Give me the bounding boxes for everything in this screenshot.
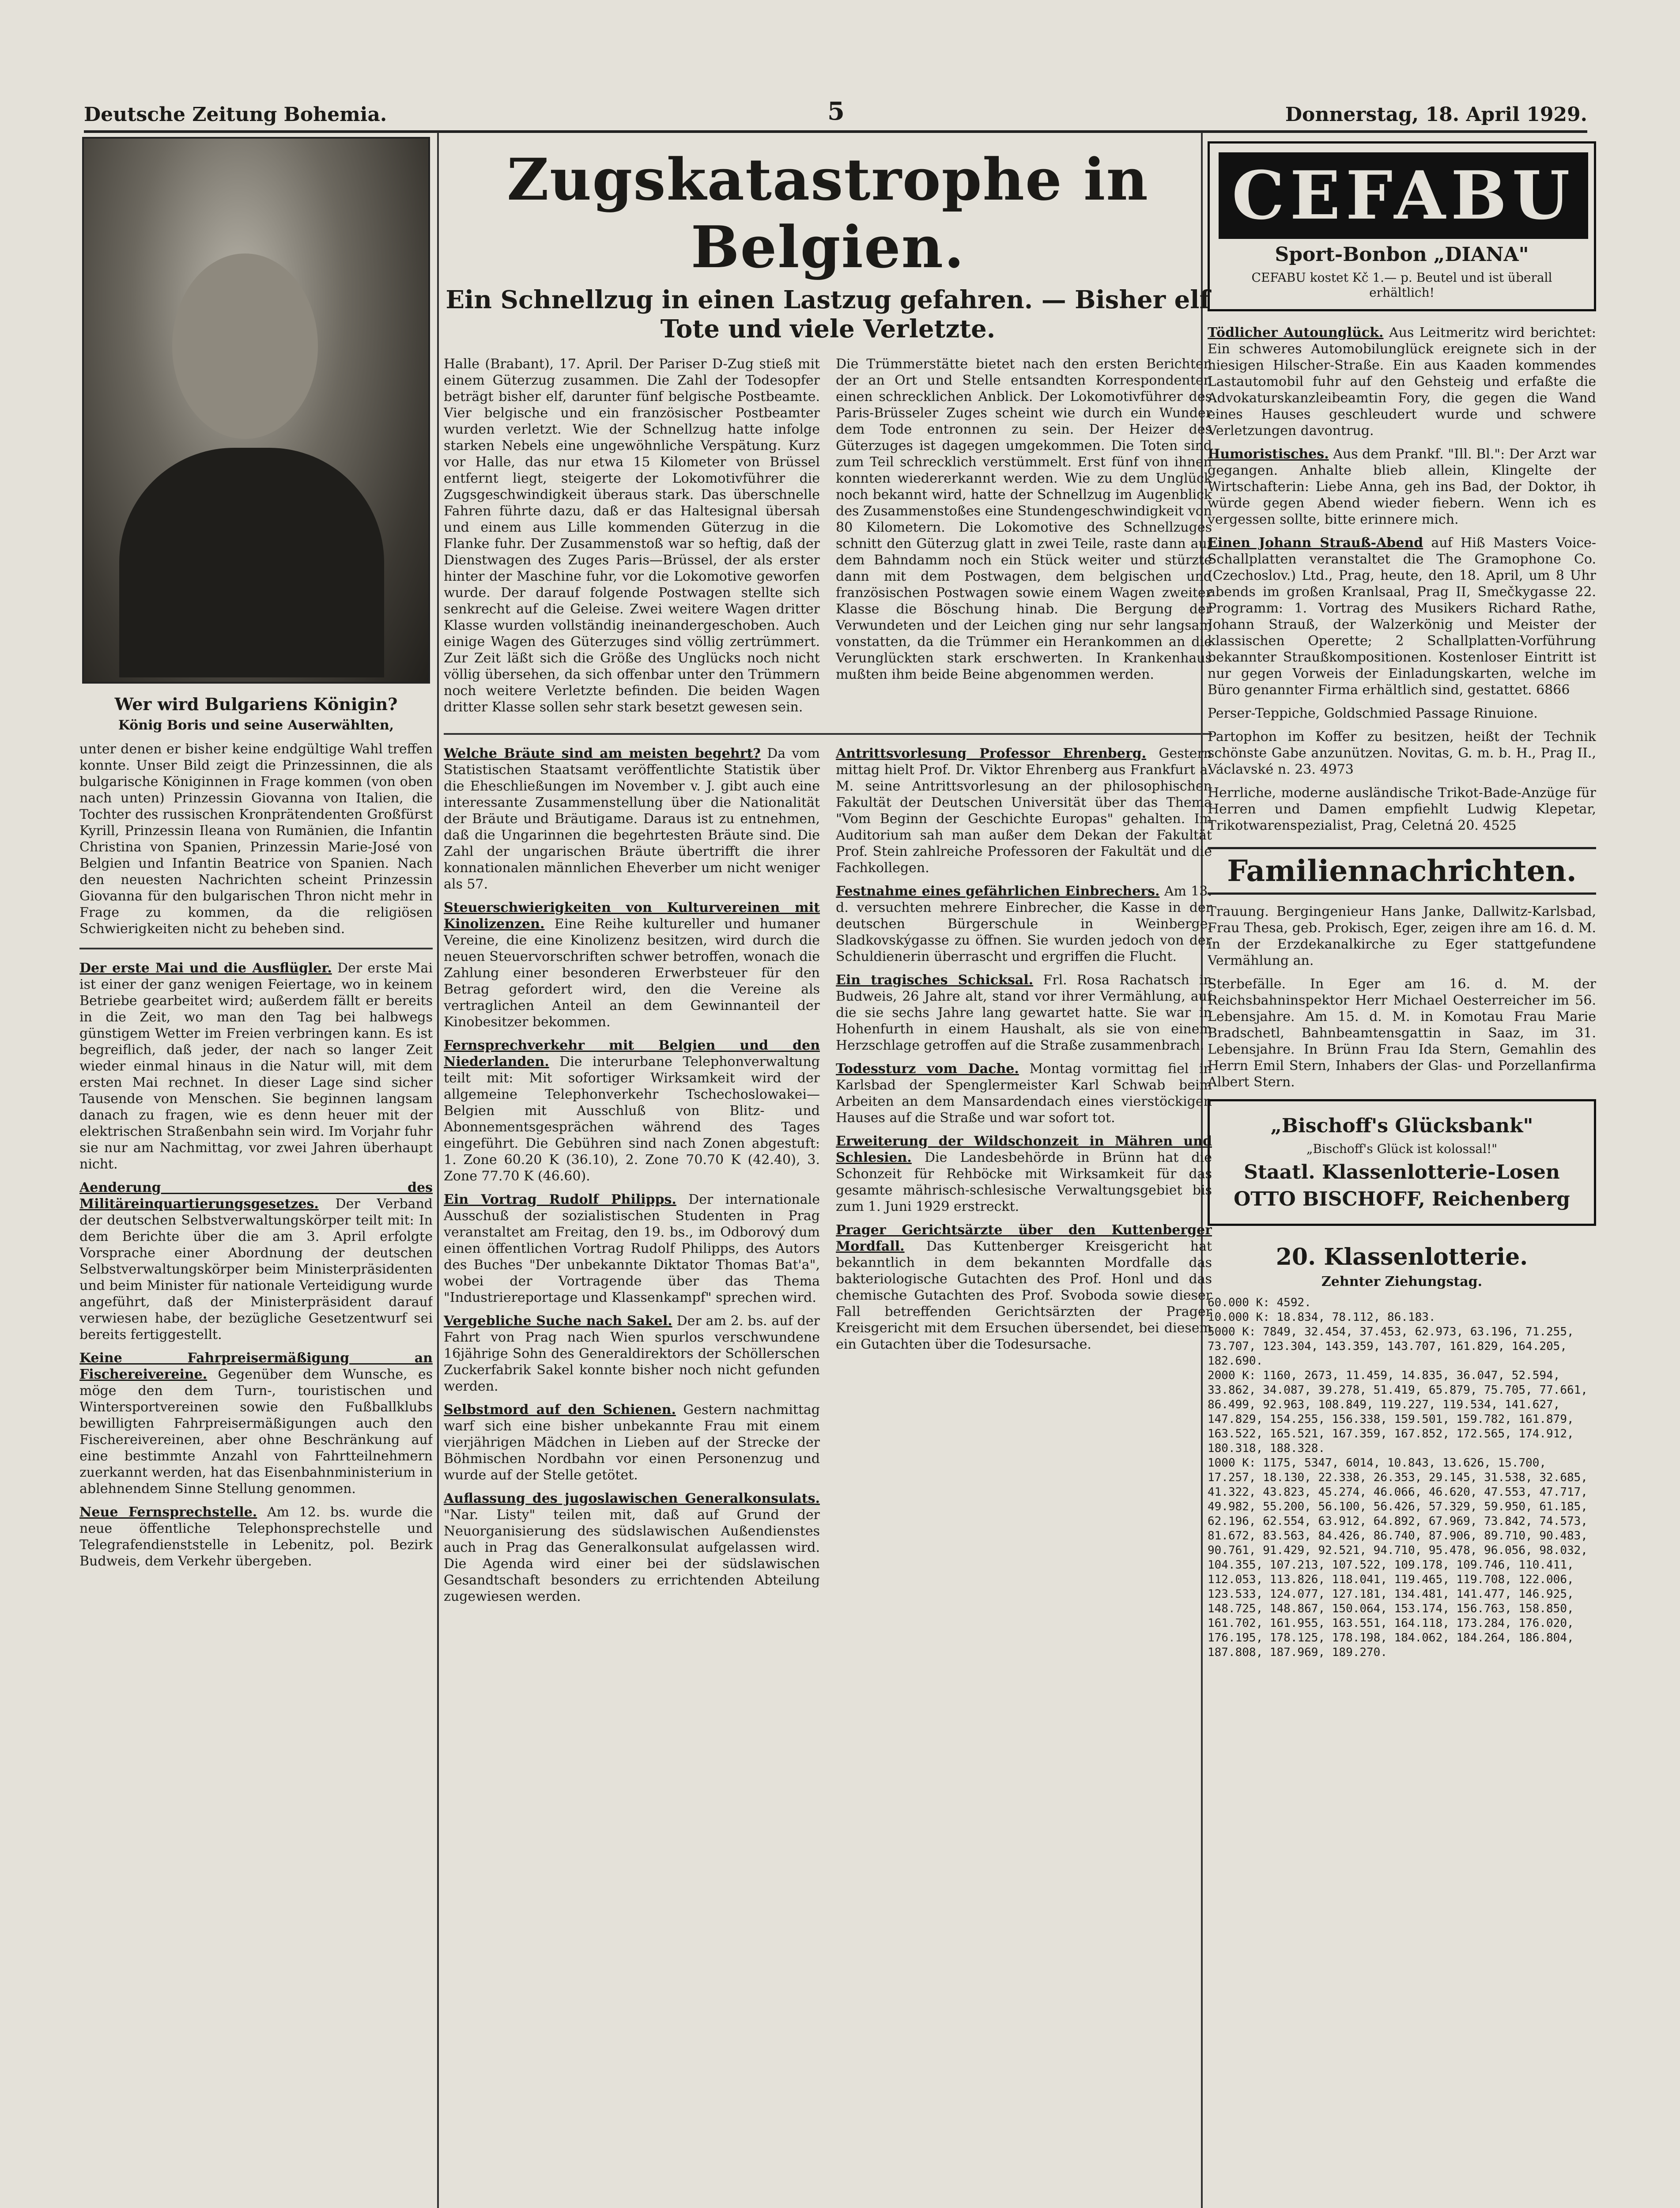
notice-strauss-head: Einen Johann Strauß-Abend <box>1208 535 1423 551</box>
article-suche-body: Der am 2. bs. auf der Fahrt von Prag nach Wien spurlos verschwundene 16jährige Sohn des Generaldirektors der Schöllerschen Zuckerfabrik Sakel konnte bisher noch nicht gefunden werden. <box>444 1313 820 1394</box>
masthead <box>84 86 1587 133</box>
cefabu-product-line: Sport-Bonbon „DIANA" <box>1275 243 1529 266</box>
article-gerichtsaerzte-body: Das Kuttenberger Kreisgericht hat bekanntlich in dem bekannten Mordfalle das bakteriologische Gutachten des Prof. Honl und das chemische Gutachten des Prof. Svoboda sowie dieser Fall betreffenden Gerichtsärzten der Prager Kreisgericht mit dem Ersuchen übersendet, bei diesem ein Gutachten über die Todesursache. <box>836 1239 1212 1352</box>
bischoff-lottery: Staatl. Klassenlotterie-Losen <box>1244 1161 1560 1183</box>
lead-article-part-a: Halle (Brabant), 17. April. Der Pariser D-Zug stieß mit einem Güterzug zusammen. Die Zahl der Todesopfer beträgt bisher elf, darunter fünf belgische Postbeamte. Vier belgische und ein französischer Postbeamter wurden verletzt. Wie der Schnellzug hatte infolge starken Nebels eine ungewöhnliche Verspätung. Kurz vor Halle, das nur etwa 15 Kilometer von Brüssel entfernt liegt, steigerte der Lokomotivführer die Zugsgeschwindigkeit überaus stark. Das überschnelle Fahren führte dazu, daß er das Haltesignal übersah und einem aus Lille kommenden Güterzug in die Flanke fuhr. Der Zusammenstoß war so heftig, daß der Dienstwagen des Zuges Paris—Brüssel, der als erster hinter der Maschine fuhr, vor die Lokomotive geworfen wurde. Der darauf folgende Postwagen stellte sich senkrecht auf die Geleise. Zwei weitere Wagen dritter Klasse wurden vollständig ineinandergeschoben. Auch einige Wagen des Güterzuges sind völlig zertrümmert. Zur Zeit läßt sich die Größe des Unglücks noch nicht völlig übersehen, da sich offenbar unter den Trümmern noch weitere Verletzte befinden. Die beiden Wagen dritter Klasse sollen sehr stark besetzt gewesen sein. <box>444 356 820 715</box>
article-gerichtsaerzte <box>836 1222 1212 1353</box>
article-fernsprechstelle-head: Neue Fernsprechstelle. <box>79 1505 257 1520</box>
article-ehrenberg-body: Gestern mittag hielt Prof. Dr. Viktor Ehrenberg aus Frankfurt a. M. seine Antrittsvorlesung an der philosophischen Fakultät der Deutschen Universität über das Thema "Vom Beginn der Geschichte Europas" gehalten. Im Auditorium sah man außer dem Dekan der Fakultät Prof. Stein zahlreiche Professoren der Fakultät und die Fachkollegen. <box>836 746 1212 876</box>
column-right <box>1208 132 1596 2208</box>
photo-caption-title: Wer wird Bulgariens Königin? <box>114 694 398 714</box>
family-deaths: Sterbefälle. In Eger am 16. d. M. der Reichsbahninspektor Herr Michael Oesterreicher im 56. Lebensjahre. Am 15. d. M. in Komotau Frau Marie Bradschetl, Bahnbeamtensgattin in Saaz, im 31. Lebensjahre. In Brünn Frau Ida Stern, Gemahlin des Herrn Emil Stern, Inhabers der Glas- und Porzellanfirma Albert Stern. <box>1208 976 1596 1090</box>
notice-partophon <box>1208 729 1596 778</box>
lottery-row: 10.000 K: 18.834, 78.112, 86.183. <box>1208 1311 1436 1324</box>
article-selbstmord-body: Gestern nachmittag warf sich eine bisher unbekannte Frau mit einem vierjährigen Mädchen in Lieben auf der Strecke der Böhmischen Nordbahn vor einen Personenzug und wurde auf der Stelle getötet. <box>444 1402 820 1483</box>
article-ehrenberg-head: Antrittsvorlesung Professor Ehrenberg. <box>836 746 1147 761</box>
article-militaer <box>79 1180 433 1343</box>
article-wildschonzeit <box>836 1133 1212 1215</box>
family-news-heading: Familiennachrichten. <box>1208 847 1596 895</box>
article-fernsprech-head: Fernsprechverkehr mit Belgien und den Niederlanden. <box>444 1038 820 1070</box>
article-todessturz-body: Montag vormittag fiel in Karlsbad der Spenglermeister Karl Schwab beim Arbeiten an dem Mansardendach eines vierstöckigen Hauses auf die Straße und war sofort tot. <box>836 1061 1212 1126</box>
article-autounglueck-head: Tödlicher Autounglück. <box>1208 325 1384 340</box>
article-mai-head: Der erste Mai und die Ausflügler. <box>79 960 332 976</box>
article-humor-head: Humoristisches. <box>1208 446 1329 462</box>
photo-figure-face <box>172 253 318 439</box>
article-auflassung-body: "Nar. Listy" teilen mit, daß auf Grund der Neuorganisierung des südslawischen Außendienstes auch in Prag das Generalkonsulat aufgelassen wird. Die Agenda wird einer bei der südslawischen Gesandtschaft besonders zu errichtenden Abteilung zugewiesen werden. <box>444 1507 820 1604</box>
article-schicksal-head: Ein tragisches Schicksal. <box>836 972 1034 988</box>
bischoff-company: OTTO BISCHOFF, Reichenberg <box>1234 1188 1570 1210</box>
lead-article-part-b: Die Trümmerstätte bietet nach den ersten Berichten der an Ort und Stelle entsandten Korrespondenten einen schrecklichen Anblick. Der Lokomotivführer des Paris-Brüsseler Zuges scheint wie durch ein Wunder dem Tode entronnen zu sein. Der Heizer des Güterzuges ist dagegen umgekommen. Die Toten sind zum Teil schrecklich verstümmelt. Erst fünf von ihnen konnten wiedererkannt werden. Wie zu dem Unglück noch bekannt wird, hatte der Schnellzug im Augenblick des Zusammenstoßes eine Stundengeschwindigkeit von 80 Kilometern. Die Lokomotive des Schnellzuges schnitt den Güterzug glatt in zwei Teile, raste dann auf dem Bahndamm noch ein Stück weiter und stürzte dann mit dem Postwagen, dem belgischen und französischen Postwagen sowie einem Wagen zweiter Klasse die Böschung hinab. Die Bergung der Verwundeten und der Leichen ging nur sehr langsam vonstatten, da die Trümmer ein Herankommen an die Verunglückten stark erschwerten. In Krankenhaus mußten ihm beide Beine abgenommen werden. <box>836 356 1212 682</box>
article-schicksal <box>836 972 1212 1054</box>
notice-partophon-number: 4973 <box>1320 762 1354 777</box>
article-fernsprech <box>444 1037 820 1184</box>
divider <box>444 733 1212 735</box>
notice-partophon-text: Partophon im Koffer zu besitzen, heißt der Technik schönste Gabe anzunützen. Novitas, G. m. b. H., Prag II., Václavské n. 23. <box>1208 729 1596 777</box>
royal-portrait-photo <box>82 137 430 684</box>
article-steuer-body: Eine Reihe kultureller und humaner Vereine, die eine Kinolizenz besitzen, wird durch die neuen Steuervorschriften schwer betroffen, wonach die Zahlung einer besonderen Erwerbsteuer für den Betrag gefordert wird, den die Vereine als vertraglichen Anteil an dem Gewinnanteil der Kinobesitzer bekommen. <box>444 916 820 1030</box>
article-steuer-head: Steuerschwierigkeiten von Kulturvereinen mit Kinolizenzen. <box>444 900 820 932</box>
article-mai <box>79 960 433 1172</box>
masthead-date: Donnerstag, 18. April 1929. <box>1285 103 1587 126</box>
article-humor-body: Aus dem Prankf. "Ill. Bl.": Der Arzt war gegangen. Anhalte blieb allein, Klingelte der Wirtschafterin: Liebe Anna, geh ins Bad, der Doktor, ih würde gegen Abend wieder fiebern. Wenn ich es vergessen sollte, bitte erinnere mich. <box>1208 446 1596 527</box>
headline: Zugskatastrophe in Belgien. <box>507 146 1149 281</box>
article-vortrag-head: Ein Vortrag Rudolf Philipps. <box>444 1192 676 1207</box>
article-fahrpreis-head: Keine Fahrpreisermäßigung an Fischereivereine. <box>79 1350 433 1382</box>
column-left <box>79 132 433 2208</box>
article-suche <box>444 1313 820 1395</box>
notice-strauss <box>1208 535 1596 698</box>
article-selbstmord-head: Selbstmord auf den Schienen. <box>444 1402 676 1418</box>
article-auflassung <box>444 1490 820 1605</box>
notice-trikot <box>1208 785 1596 834</box>
news-briefs <box>444 745 1212 1612</box>
article-fernsprechstelle-body: Am 12. bs. wurde die neue öffentliche Telephonsprechstelle und Telegrafendienststelle in Lebenitz, pol. Bezirk Budweis, dem Verkehr übergeben. <box>79 1505 433 1569</box>
article-suche-head: Vergebliche Suche nach Sakel. <box>444 1313 672 1329</box>
article-braeute <box>444 745 820 892</box>
masthead-page-number: 5 <box>827 97 845 126</box>
lead-article <box>444 356 1212 722</box>
article-wildschonzeit-head: Erweiterung der Wildschonzeit in Mähren und Schlesien. <box>836 1134 1212 1165</box>
photo-caption-body: unter denen er bisher keine endgültige Wahl treffen konnte. Unser Bild zeigt die Prinzessinnen, die als bulgarische Königinnen in Frage kommen (von oben nach unten) Prinzessin Giovanna von Italien, die Tochter des russischen Kronprätendenten Großfürst Kyrill, Prinzessin Ileana von Rumänien, die Infantin Christina von Spanien, Prinzessin Marie-José von Belgien und Infantin Beatrice von Spanien. Nach den neuesten Nachrichten scheint Prinzessin Giovanna für den bulgarischen Thron nicht mehr in Frage zu kommen, da die religiösen Schwierigkeiten nicht zu beheben sind. <box>79 741 433 937</box>
column-rule-1 <box>437 132 439 2208</box>
article-braeute-head: Welche Bräute sind am meisten begehrt? <box>444 746 761 761</box>
article-einbrecher <box>836 883 1212 965</box>
article-fernsprech-body: Die interurbane Telephonverwaltung teilt mit: Mit sofortiger Wirksamkeit wird der allgemeine Telephonverkehr Tschechoslowakei—Belgien mit Ausschluß von Blitz- und Abonnementsgesprächen während des Tages eingeführt. Die Gebühren sind nach Zonen abgestuft: 1. Zone 60.20 K (36.10), 2. Zone 70.70 K (42.40), 3. Zone 77.70 K (46.60). <box>444 1054 820 1184</box>
bischoff-name: „Bischoff's Glücksbank" <box>1270 1115 1533 1137</box>
article-mai-body: Der erste Mai ist einer der ganz wenigen Feiertage, wo in keinem Betriebe gearbeitet wird; außerdem fällt er bereits in die Zeit, wo man den Tag bei halbwegs günstigem Wetter im Freien verbringen kann. Es ist begreiflich, daß jeder, der nach so langer Zeit wieder einmal hinaus in die Natur will, mit dem ersten Mai rechnet. In dieser Lage sind sicher Tausende von Menschen. Sie beginnen langsam danach zu fragen, wie es denn heuer mit der elektrischen Straßenbahn sein wird. Im Vorjahr fuhr sie nur am Nachmittag, vor zwei Jahren überhaupt nicht. <box>79 960 433 1172</box>
family-wedding: Trauung. Bergingenieur Hans Janke, Dallwitz-Karlsbad, Frau Thesa, geb. Prokisch, Eger, zeigen ihre am 16. d. M. in der Erzdekanalkirche zu Eger stattgefundene Vermählung an. <box>1208 904 1596 968</box>
lottery-row: 1000 K: 1175, 5347, 6014, 10.843, 13.626, 15.700, 17.257, 18.130, 22.338, 26.353, 29.145, 31.538, 32.685, 41.322, 43.823, 45.274, 46.066, 46.620, 47.553, 47.717, 49.982, 55.200, 56.100, 56.426, 57.329, 59.950, 61.185, 62.196, 62.554, 63.912, 64.892, 67.969, 73.842, 74.573, 81.672, 83.563, 84.426, 86.740, 87.906, 89.710, 90.483, 90.761, 91.429, 92.521, 94.710, 95.478, 96.056, 98.032, 104.355, 107.213, 107.522, 109.178, 109.746, 110.411, 112.053, 113.826, 118.041, 119.465, 119.708, 122.006, 123.533, 124.077, 127.181, 134.481, 141.477, 146.925, 148.725, 148.867, 150.064, 153.174, 156.763, 158.850, 161.702, 161.955, 163.551, 164.118, 173.284, 176.020, 176.195, 178.125, 178.198, 184.062, 184.264, 186.804, 187.808, 187.969, 189.270. <box>1208 1456 1588 1659</box>
masthead-paper-name: Deutsche Zeitung Bohemia. <box>84 103 387 126</box>
article-vortrag <box>444 1191 820 1306</box>
article-steuer <box>444 900 820 1030</box>
article-autounglueck-body: Aus Leitmeritz wird berichtet: Ein schweres Automobilunglück ereignete sich in der hiesigen Hilscher-Straße. Ein aus Kaaden kommendes Lastautomobil fuhr auf den Gehsteig und erfaßte die Advokaturskanzleibeamtin Fory, die gegen die Wand eines Hauses geschleudert wurde und schwere Verletzungen davontrug. <box>1208 325 1596 439</box>
notice-strauss-body: auf Hiß Masters Voice-Schallplatten veranstaltet die The Gramophone Co. (Czechoslov.) Ltd., Prag, heute, den 18. April, um 8 Uhr abends im großen Kranlsaal, Prag II, Smečkygasse 22. Programm: 1. Vortrag des Musikers Richard Rathe, Johann Strauß, der Walzerkönig und Meister der klassischen Operette; 2 Schallplatten-Vorführung bekannter Straußkompositionen. Kostenloser Eintritt ist nur gegen Vorweis der Einladungskarten, welche im Büro genannter Firma erhältlich sind, gestattet. <box>1208 535 1596 698</box>
article-fernsprechstelle <box>79 1504 433 1569</box>
lottery-results <box>1208 1296 1596 1660</box>
lottery-row: 60.000 K: 4592. <box>1208 1296 1311 1309</box>
column-center <box>444 132 1212 2208</box>
lottery-row: 5000 K: 7849, 32.454, 37.453, 62.973, 63.196, 71.255, 73.707, 123.304, 143.359, 143.707, 161.829, 164.205, 182.690. <box>1208 1325 1574 1368</box>
lottery-heading: 20. Klassenlotterie. <box>1276 1244 1528 1270</box>
notice-teppich: Perser-Teppiche, Goldschmied Passage Rinuione. <box>1208 706 1538 721</box>
article-gerichtsaerzte-head: Prager Gerichtsärzte über den Kuttenberger Mordfall. <box>836 1222 1212 1254</box>
bischoff-slogan: „Bischoff's Glück ist kolossal!" <box>1306 1142 1498 1156</box>
photo-caption-subtitle: König Boris und seine Auserwählten, <box>118 718 394 733</box>
article-militaer-body: Der Verband der deutschen Selbstverwaltungskörper teilt mit: In dem Berichte über die am 3. April erfolgte Vorsprache einer Abordnung der deutschen Selbstverwaltungskörper beim Ministerpräsidenten und beim Minister für nationale Verteidigung wurde angeführt, daß der Ministerpräsident darauf verwiesen habe, der bezügliche Gesetzentwurf sei bereits fertiggestellt. <box>79 1196 433 1342</box>
article-einbrecher-head: Festnahme eines gefährlichen Einbrechers. <box>836 884 1160 899</box>
article-humor <box>1208 446 1596 528</box>
bischoff-advertisement <box>1208 1099 1596 1226</box>
article-fahrpreis-body: Gegenüber dem Wunsche, es möge den dem Turn-, touristischen und Wintersportvereinen sowie den Fußballklubs bewilligten Fahrpreisermäßigungen auch den Fischereivereinen, aber ohne Beschränkung auf eine bestimmte Anzahl von Fahrtteilnehmern zuerkannt werden, hat das Eisenbahnministerium in ablehnendem Sinne Stellung genommen. <box>79 1367 433 1497</box>
article-fahrpreis <box>79 1350 433 1497</box>
article-schicksal-body: Frl. Rosa Rachatsch in Budweis, 26 Jahre alt, stand vor ihrer Vermählung, auf die sie sechs Jahre lang gewartet hatte. Sie war in Hohenfurth in einem Haushalt, als sie von einem Herzschlage getroffen auf die Straße zusammenbrach. <box>836 972 1212 1053</box>
article-militaer-head: Aenderung des Militäreinquartierungsgesetzes. <box>79 1180 433 1212</box>
article-ehrenberg <box>836 745 1212 876</box>
notice-trikot-number: 4525 <box>1483 818 1517 833</box>
article-autounglueck <box>1208 325 1596 439</box>
lottery-row: 2000 K: 1160, 2673, 11.459, 14.835, 36.047, 52.594, 33.862, 34.087, 39.278, 51.419, 65.879, 75.705, 77.661, 86.499, 92.963, 108.849, 119.227, 119.534, 141.627, 147.829, 154.255, 156.338, 159.501, 159.782, 161.879, 163.522, 165.521, 167.359, 167.852, 172.565, 174.912, 180.318, 188.328. <box>1208 1369 1588 1455</box>
article-vortrag-body: Der internationale Ausschuß der sozialistischen Studenten in Prag veranstaltet am Freitag, den 19. bs., im Odborový dum einen öffentlichen Vortrag Rudolf Philipps, des Autors des Buches "Der unbekannte Diktator Thomas Bat'a", wobei der Vortragende über das Thema "Industriereportage und Klassenkampf" sprechen wird. <box>444 1192 820 1305</box>
article-selbstmord <box>444 1402 820 1483</box>
notice-strauss-number: 6866 <box>1536 682 1570 698</box>
subheadline: Ein Schnellzug in einen Lastzug gefahren. — Bisher elf Tote und viele Verletzte. <box>445 285 1210 344</box>
article-braeute-body: Da vom Statistischen Staatsamt veröffentlichte Statistik über die Eheschließungen im November v. J. gibt auch eine interessante Zusammenstellung über die Nationalität der Bräute und Bräutigame. Daraus ist zu entnehmen, daß die Ungarinnen die begehrtesten Bräute sind. Die Zahl der ungarischen Bräute übertrifft die ihrer konnationalen männlichen Eheverber um nicht weniger als 57. <box>444 746 820 892</box>
photo-figure-body <box>119 448 384 677</box>
article-todessturz-head: Todessturz vom Dache. <box>836 1061 1019 1077</box>
divider <box>79 948 433 949</box>
article-wildschonzeit-body: Die Landesbehörde in Brünn hat die Schonzeit für Rehböcke mit Wirksamkeit für das gesamte mährisch-schlesische Verwaltungsgebiet bis zum 1. Juni 1929 erstreckt. <box>836 1150 1212 1214</box>
cefabu-advertisement <box>1208 141 1596 311</box>
cefabu-logo: CEFABU <box>1219 152 1588 239</box>
article-einbrecher-body: Am 13. d. versuchten mehrere Einbrecher, die Kasse in der deutschen Bürgerschule in Weinberge, Sladkovskýgasse zu öffnen. Sie wurden jedoch von der Schuldienerin überrascht und ergriffen die Flucht. <box>836 884 1212 964</box>
lottery-subheading: Zehnter Ziehungstag. <box>1321 1274 1483 1289</box>
article-todessturz <box>836 1061 1212 1126</box>
cefabu-price-line: CEFABU kostet Kč 1.— p. Beutel und ist überall erhältlich! <box>1251 270 1552 300</box>
notice-trikot-text: Herrliche, moderne ausländische Trikot-Bade-Anzüge für Herren und Damen empfiehlt Ludwig Klepetar, Trikotwarenspezialist, Prag, Celetná 20. <box>1208 785 1596 833</box>
article-auflassung-head: Auflassung des jugoslawischen Generalkonsulats. <box>444 1491 820 1506</box>
